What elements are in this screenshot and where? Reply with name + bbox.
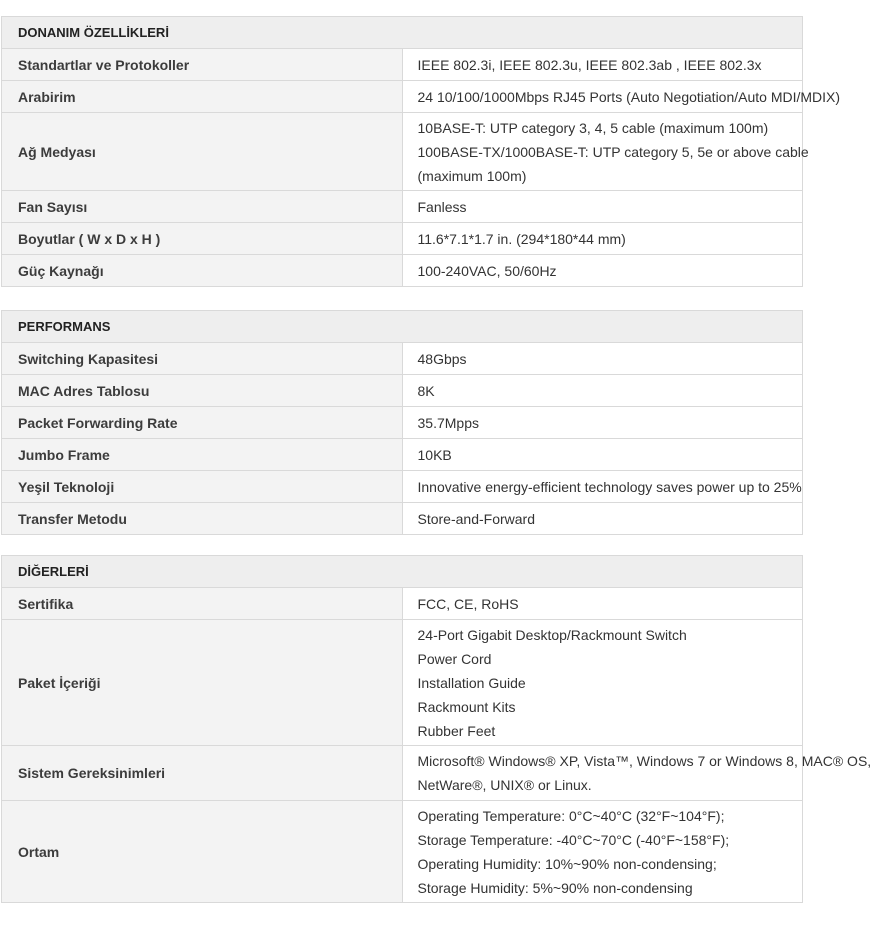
spec-label: Transfer Metodu bbox=[2, 503, 403, 535]
table-row bbox=[2, 49, 803, 81]
spec-value bbox=[402, 255, 803, 287]
table-row bbox=[2, 407, 803, 439]
spec-value-line: Operating Humidity: 10%~90% non-condensing; bbox=[417, 855, 717, 872]
spec-value bbox=[402, 620, 803, 746]
spec-label: MAC Adres Tablosu bbox=[2, 375, 403, 407]
spec-value-line: Rackmount Kits bbox=[417, 698, 516, 715]
spec-value bbox=[402, 343, 803, 375]
others-spec-table bbox=[1, 555, 871, 903]
spec-value-line: Store-and-Forward bbox=[417, 510, 535, 527]
spec-value bbox=[402, 746, 871, 801]
spec-label: Ortam bbox=[2, 801, 403, 903]
spec-value-line: 48Gbps bbox=[417, 350, 467, 367]
table-row bbox=[2, 191, 803, 223]
performance-spec-table bbox=[1, 310, 803, 535]
spec-label: Switching Kapasitesi bbox=[2, 343, 403, 375]
spec-value bbox=[402, 407, 803, 439]
table-row bbox=[2, 113, 803, 191]
table-row bbox=[2, 439, 803, 471]
spec-value-line: 35.7Mpps bbox=[417, 414, 479, 431]
spec-value-line: Innovative energy-efficient technology saves power up to 25% bbox=[417, 478, 802, 495]
spec-label: Sistem Gereksinimleri bbox=[2, 746, 403, 801]
table-row bbox=[2, 81, 803, 113]
spec-label: Ağ Medyası bbox=[2, 113, 403, 191]
spec-value bbox=[402, 81, 841, 113]
spec-label: Arabirim bbox=[2, 81, 403, 113]
table-row bbox=[2, 471, 803, 503]
spec-value-line: 24 10/100/1000Mbps RJ45 Ports (Auto Negotiation/Auto MDI/MDIX) bbox=[417, 88, 841, 105]
spec-label: Boyutlar ( W x D x H ) bbox=[2, 223, 403, 255]
spec-value bbox=[402, 801, 803, 903]
spec-value-line: 10BASE-T: UTP category 3, 4, 5 cable (maximum 100m) bbox=[417, 119, 769, 136]
spec-value-line: FCC, CE, RoHS bbox=[417, 595, 519, 612]
spec-label: Sertifika bbox=[2, 588, 403, 620]
spec-value-line: 11.6*7.1*1.7 in. (294*180*44 mm) bbox=[417, 230, 626, 247]
spec-value-line: Storage Humidity: 5%~90% non-condensing bbox=[417, 879, 693, 896]
spec-label: Yeşil Teknoloji bbox=[2, 471, 403, 503]
spec-value-line: (maximum 100m) bbox=[417, 167, 527, 184]
section-title: PERFORMANS bbox=[2, 311, 803, 343]
spec-value-line: 8K bbox=[417, 382, 435, 399]
spec-value-line: 100BASE-TX/1000BASE-T: UTP category 5, 5e or above cable bbox=[417, 143, 809, 160]
spec-value bbox=[402, 375, 803, 407]
spec-label: Paket İçeriği bbox=[2, 620, 403, 746]
spec-value bbox=[402, 471, 803, 503]
spec-value-line: Power Cord bbox=[417, 650, 492, 667]
table-row bbox=[2, 588, 803, 620]
spec-value-line: Storage Temperature: -40°C~70°C (-40°F~158°F); bbox=[417, 831, 730, 848]
table-row bbox=[2, 620, 803, 746]
spec-value-line: IEEE 802.3i, IEEE 802.3u, IEEE 802.3ab , IEEE 802.3x bbox=[417, 56, 762, 73]
spec-value bbox=[402, 588, 803, 620]
spec-value-line: Installation Guide bbox=[417, 674, 526, 691]
spec-value bbox=[402, 113, 809, 191]
section-title: DONANIM ÖZELLİKLERİ bbox=[2, 17, 803, 49]
spec-label: Güç Kaynağı bbox=[2, 255, 403, 287]
table-row bbox=[2, 746, 803, 801]
table-row bbox=[2, 255, 803, 287]
hardware-spec-table bbox=[1, 16, 841, 287]
table-row bbox=[2, 375, 803, 407]
table-row bbox=[2, 223, 803, 255]
table-row bbox=[2, 503, 803, 535]
spec-value-line: NetWare®, UNIX® or Linux. bbox=[417, 777, 592, 793]
spec-value-line: 100-240VAC, 50/60Hz bbox=[417, 262, 557, 279]
table-row bbox=[2, 801, 803, 903]
spec-label: Packet Forwarding Rate bbox=[2, 407, 403, 439]
spec-value-line: 24-Port Gigabit Desktop/Rackmount Switch bbox=[417, 626, 687, 643]
spec-value bbox=[402, 439, 803, 471]
spec-value bbox=[402, 223, 803, 255]
spec-label: Jumbo Frame bbox=[2, 439, 403, 471]
section-title: DİĞERLERİ bbox=[2, 556, 803, 588]
spec-value-line: Rubber Feet bbox=[417, 722, 496, 739]
spec-value bbox=[402, 191, 803, 223]
spec-label: Standartlar ve Protokoller bbox=[2, 49, 403, 81]
spec-value-line: Operating Temperature: 0°C~40°C (32°F~104°F); bbox=[417, 807, 725, 824]
spec-value-line: Microsoft® Windows® XP, Vista™, Windows 7 or Windows 8, MAC® OS, bbox=[417, 753, 871, 769]
spec-value-line: 10KB bbox=[417, 446, 452, 463]
table-row bbox=[2, 343, 803, 375]
spec-label: Fan Sayısı bbox=[2, 191, 403, 223]
spec-value bbox=[402, 503, 803, 535]
spec-value-line: Fanless bbox=[417, 198, 467, 215]
spec-value bbox=[402, 49, 803, 81]
